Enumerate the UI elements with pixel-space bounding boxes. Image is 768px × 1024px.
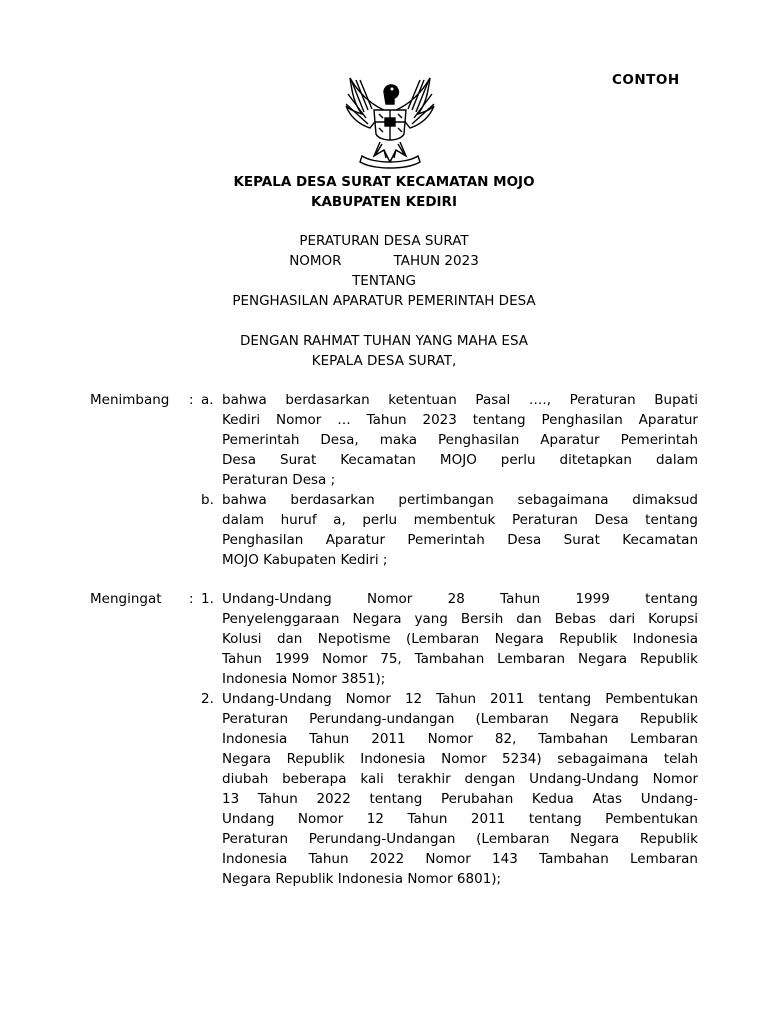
- text-line: Pemerintah Desa, maka Penghasilan Aparatur Pemerintah: [222, 432, 698, 448]
- garuda-emblem-icon: [340, 70, 440, 170]
- item-marker: 2.: [201, 691, 214, 707]
- regulation-type: PERATURAN DESA SURAT: [299, 233, 469, 249]
- text-line: Undang-Undang Nomor 12 Tahun 2011 tentang Pembentukan: [222, 691, 698, 707]
- text-line: MOJO Kabupaten Kediri ;: [222, 552, 388, 568]
- mengingat-item: [90, 589, 700, 689]
- text-line: Undang-Undang Nomor 28 Tahun 1999 tentang: [222, 591, 698, 607]
- text-line: dalam huruf a, perlu membentuk Peraturan Desa tentang: [222, 512, 698, 528]
- text-line: Peraturan Desa ;: [222, 472, 336, 488]
- item-marker: b.: [201, 492, 214, 508]
- colon: :: [189, 591, 194, 607]
- text-line: Negara Republik Indonesia Nomor 5234) sebagaimana telah: [222, 751, 698, 767]
- item-text: [222, 689, 698, 889]
- text-line: Peraturan Perundang-undangan (Lembaran Negara Republik: [222, 711, 698, 727]
- text-line: Penghasilan Aparatur Pemerintah Desa Surat Kecamatan: [222, 532, 698, 548]
- text-line: Peraturan Perundang-Undangan (Lembaran Negara Republik: [222, 831, 698, 847]
- item-text: [222, 390, 698, 490]
- item-marker: 1.: [201, 591, 214, 607]
- menimbang-section: [90, 390, 700, 570]
- sample-stamp: CONTOH: [612, 72, 680, 88]
- regulation-about: TENTANG: [352, 273, 416, 289]
- text-line: Kolusi dan Nepotisme (Lembaran Negara Republik Indonesia: [222, 631, 698, 647]
- item-text: [222, 490, 698, 570]
- number-label: NOMOR: [289, 253, 342, 269]
- regulation-number: [0, 251, 768, 271]
- text-line: Negara Republik Indonesia Nomor 6801);: [222, 871, 502, 887]
- text-line: 13 Tahun 2022 tentang Perubahan Kedua Atas Undang-: [222, 791, 698, 807]
- text-line: Penyelenggaraan Negara yang Bersih dan Bebas dari Korupsi: [222, 611, 698, 627]
- menimbang-item: [90, 390, 700, 490]
- menimbang-label: Menimbang: [90, 392, 170, 408]
- item-text: [222, 589, 698, 689]
- text-line: bahwa berdasarkan ketentuan Pasal …., Peraturan Bupati: [222, 392, 698, 408]
- header-line-1: KEPALA DESA SURAT KECAMATAN MOJO: [233, 174, 535, 190]
- text-line: diubah beberapa kali terakhir dengan Undang-Undang Nomor: [222, 771, 698, 787]
- text-line: Desa Surat Kecamatan MOJO perlu ditetapkan dalam: [222, 452, 698, 468]
- text-line: Kediri Nomor … Tahun 2023 tentang Penghasilan Aparatur: [222, 412, 698, 428]
- text-line: Tahun 1999 Nomor 75, Tambahan Lembaran Negara Republik: [222, 651, 698, 667]
- regulation-title: PENGHASILAN APARATUR PEMERINTAH DESA: [232, 293, 536, 309]
- item-marker: a.: [201, 392, 214, 408]
- header-line-2: KABUPATEN KEDIRI: [311, 194, 457, 210]
- text-line: bahwa berdasarkan pertimbangan sebagaimana dimaksud: [222, 492, 698, 508]
- text-line: Indonesia Nomor 3851);: [222, 671, 386, 687]
- menimbang-item: [90, 490, 700, 570]
- text-line: Undang Nomor 12 Tahun 2011 tentang Pembentukan: [222, 811, 698, 827]
- mengingat-item: [90, 689, 700, 889]
- preamble-line-1: DENGAN RAHMAT TUHAN YANG MAHA ESA: [239, 333, 529, 349]
- text-line: Indonesia Tahun 2022 Nomor 143 Tambahan Lembaran: [222, 851, 698, 867]
- mengingat-label: Mengingat: [90, 591, 162, 607]
- colon: :: [189, 392, 194, 408]
- mengingat-section: [90, 589, 700, 889]
- year-label: TAHUN 2023: [393, 253, 479, 269]
- preamble-line-2: KEPALA DESA SURAT,: [311, 353, 457, 369]
- text-line: Indonesia Tahun 2011 Nomor 82, Tambahan Lembaran: [222, 731, 698, 747]
